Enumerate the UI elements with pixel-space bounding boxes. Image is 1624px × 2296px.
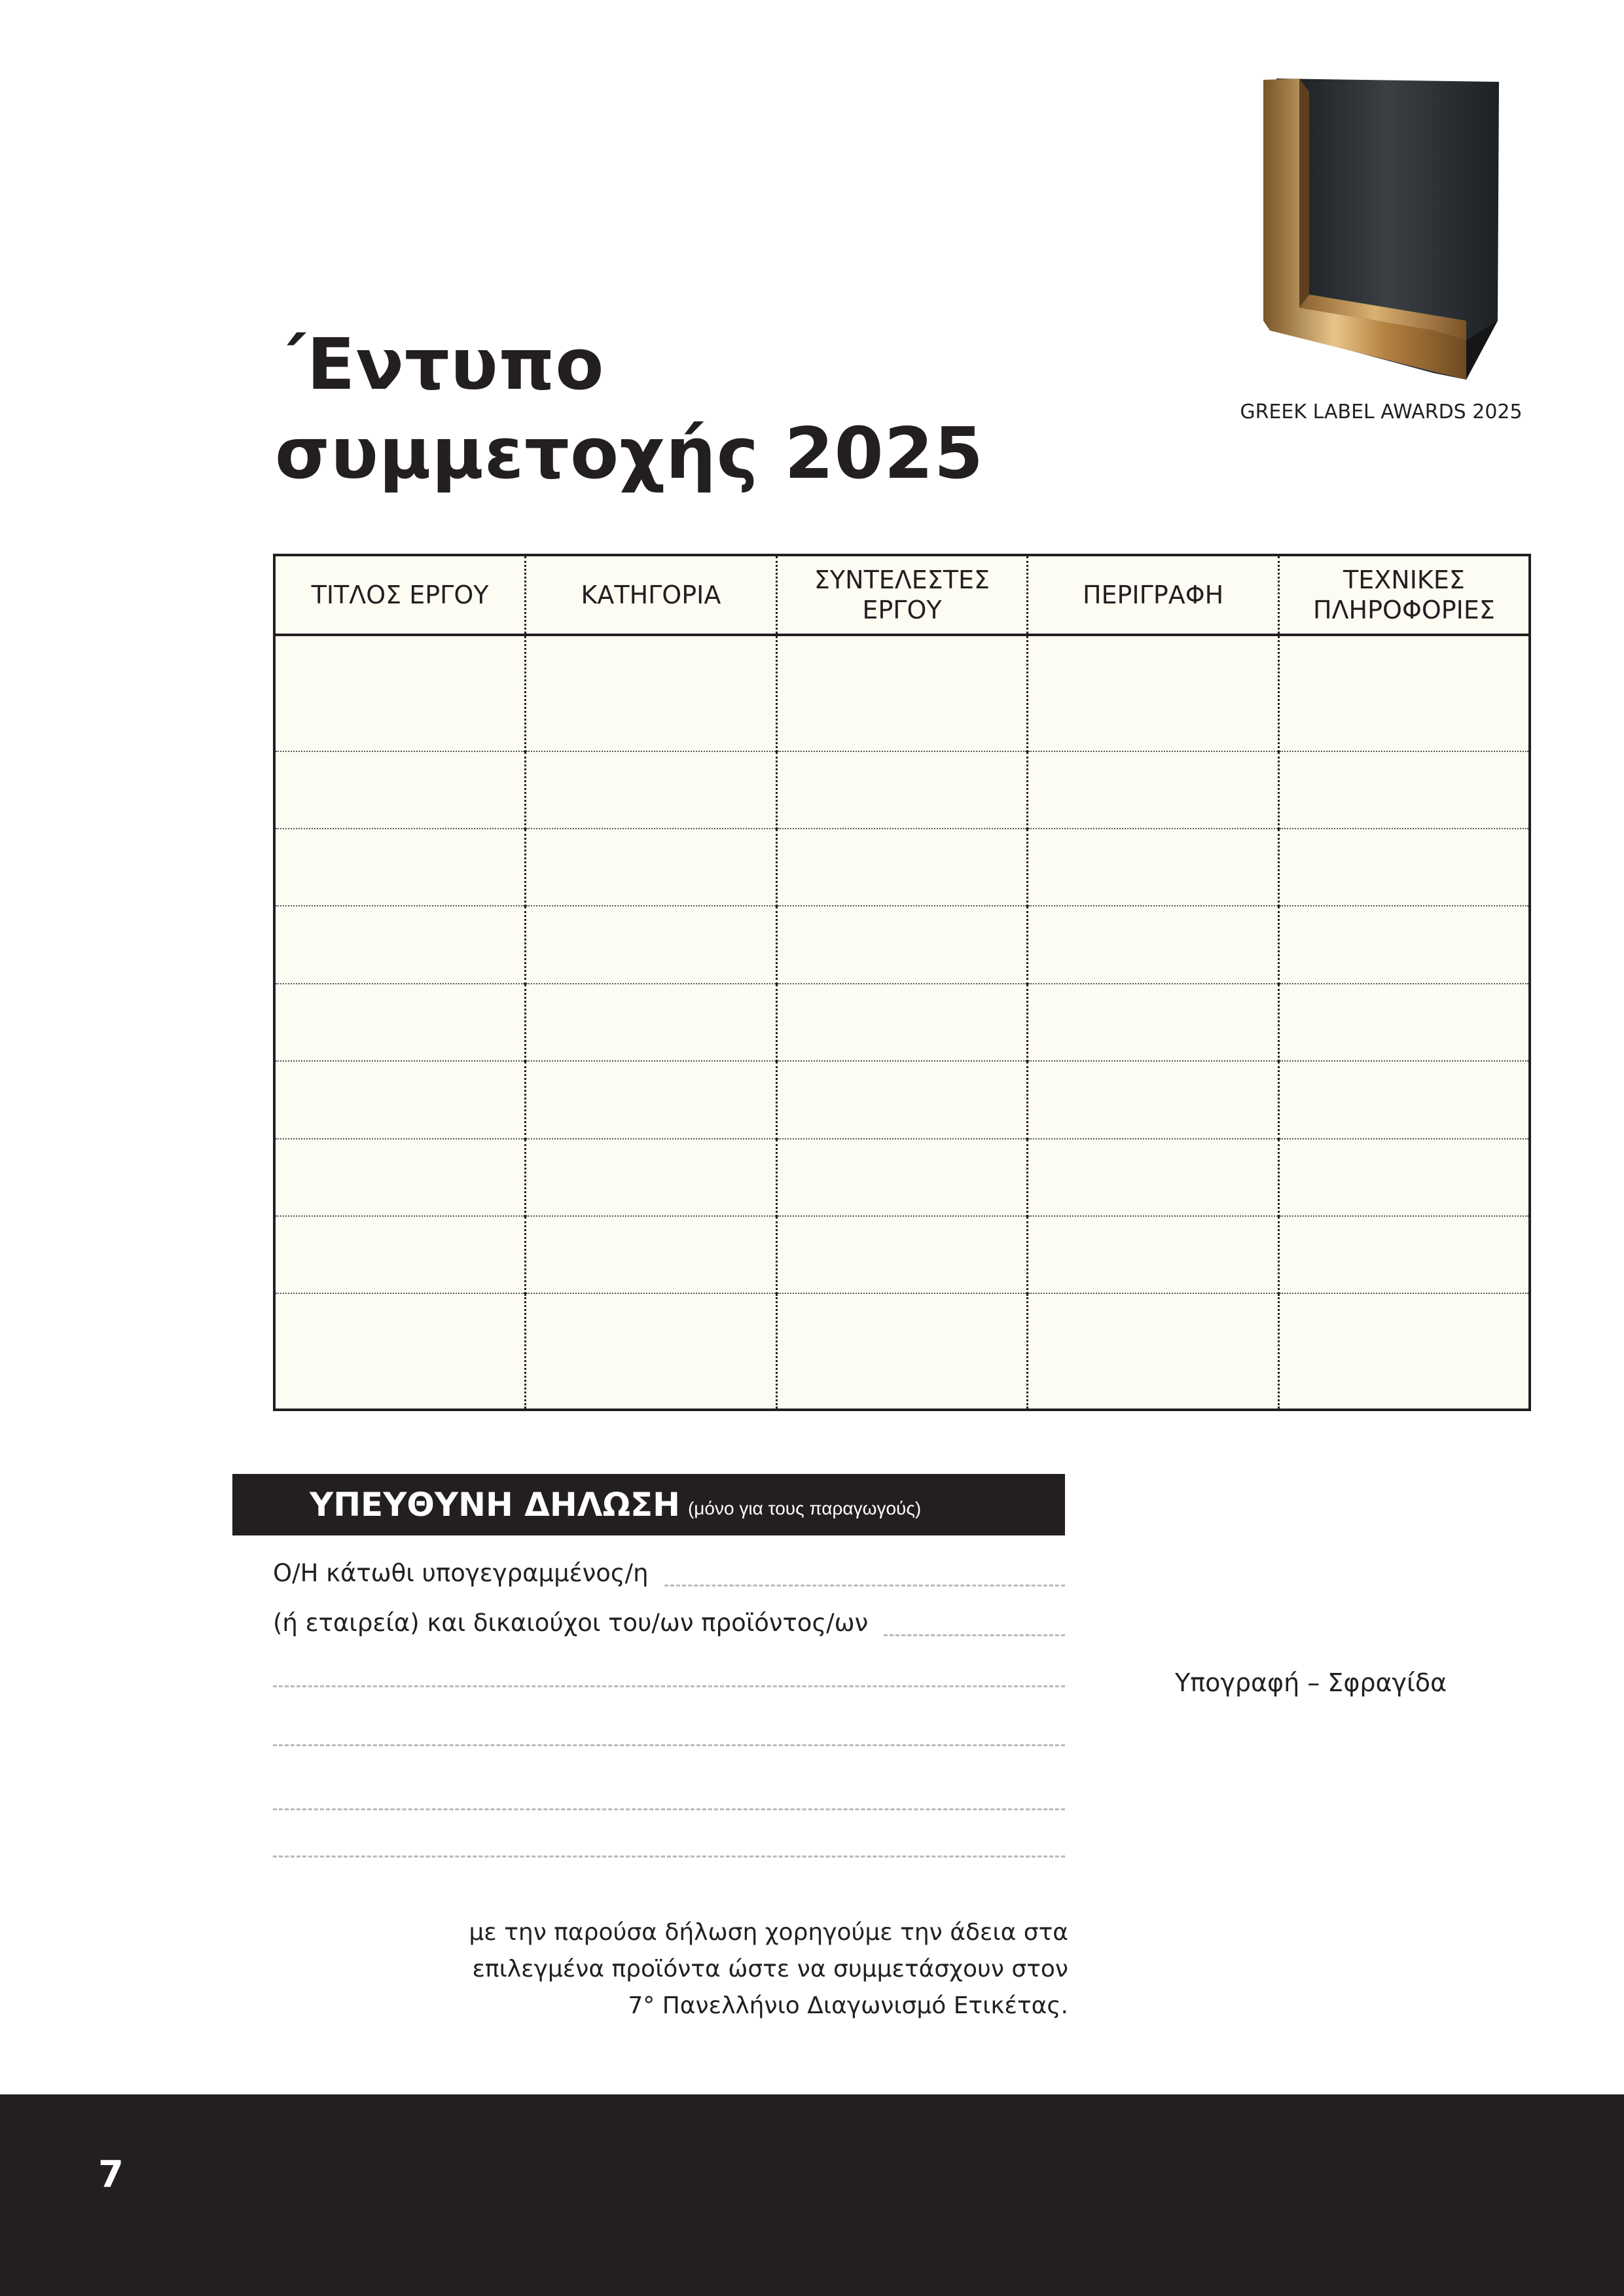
consent-line-2: επιλεγμένα προϊόντα ώστε να συμμετάσχουν στον [472,1956,1068,1982]
declarant-name-field[interactable] [664,1585,1065,1587]
table-cell[interactable] [776,906,1028,983]
blank-line-4 [273,1826,1065,1863]
table-cell[interactable] [1278,1139,1530,1216]
page-title [275,321,984,499]
table-cell[interactable] [1028,751,1279,829]
table-cell[interactable] [776,1293,1028,1410]
table-cell[interactable] [526,1061,777,1138]
table-cell[interactable] [526,751,777,829]
table-cell[interactable] [1278,751,1530,829]
table-cell[interactable] [526,906,777,983]
table-cell[interactable] [526,1139,777,1216]
award-trophy-icon [1250,72,1512,386]
declarant-name-line [273,1555,1065,1592]
table-cell[interactable] [1028,1293,1279,1410]
declaration-subtitle: (μόνο για τους παραγωγούς) [687,1498,922,1518]
blank-line-1 [273,1656,1065,1693]
table-cell[interactable] [776,1216,1028,1293]
owner-line [273,1605,1065,1641]
table-cell[interactable] [1028,906,1279,983]
table-row [274,906,1530,983]
blank-field-3[interactable] [273,1808,1065,1810]
blank-field-1[interactable] [273,1685,1065,1687]
table-cell[interactable] [776,1139,1028,1216]
table-cell[interactable] [526,984,777,1061]
table-cell[interactable] [776,984,1028,1061]
table-cell[interactable] [1028,1216,1279,1293]
table-cell[interactable] [274,1216,526,1293]
declaration-title: ΥΠΕΥΘΥΝΗ ΔΗΛΩΣΗ [310,1486,680,1524]
table-cell[interactable] [526,829,777,906]
header-contributors: ΣΥΝΤΕΛΕΣΤΕΣ ΕΡΓΟΥ [776,555,1028,635]
table-cell[interactable] [274,906,526,983]
table-cell[interactable] [274,1293,526,1410]
table-row [274,1216,1530,1293]
owner-field[interactable] [884,1634,1065,1636]
table-cell[interactable] [1278,829,1530,906]
page-title-line-1: ΄Εντυπο [275,324,605,406]
declarant-label: Ο/Η κάτωθι υπογεγραμμένος/η [273,1559,649,1587]
footer-bar [0,2094,1624,2296]
table-cell[interactable] [274,984,526,1061]
table-cell[interactable] [1028,635,1279,751]
header-title: ΤΙΤΛΟΣ ΕΡΓΟΥ [274,555,526,635]
table-row [274,829,1530,906]
blank-line-2 [273,1715,1065,1751]
table-cell[interactable] [274,751,526,829]
table-cell[interactable] [776,1061,1028,1138]
table-cell[interactable] [1278,1216,1530,1293]
blank-field-4[interactable] [273,1856,1065,1857]
table-cell[interactable] [1278,635,1530,751]
table-row [274,984,1530,1061]
table-cell[interactable] [1028,1061,1279,1138]
table-cell[interactable] [274,1061,526,1138]
table-cell[interactable] [526,635,777,751]
table-header-row [274,555,1530,635]
entries-body [274,635,1530,1410]
table-cell[interactable] [526,1293,777,1410]
table-row [274,1293,1530,1410]
table-cell[interactable] [1028,1139,1279,1216]
table-cell[interactable] [1028,829,1279,906]
blank-field-2[interactable] [273,1744,1065,1746]
entries-table-container [273,554,1531,1411]
consent-text [410,1914,1068,2024]
entries-table [273,554,1531,1411]
award-caption: GREEK LABEL AWARDS 2025 [1240,401,1523,423]
table-cell[interactable] [274,635,526,751]
table-cell[interactable] [274,829,526,906]
consent-line-1: με την παρούσα δήλωση χορηγούμε την άδεια στα [469,1919,1068,1946]
table-cell[interactable] [1278,906,1530,983]
table-cell[interactable] [1278,1061,1530,1138]
signature-stamp-label: Υπογραφή – Σφραγίδα [1175,1668,1447,1697]
consent-line-3: 7° Πανελλήνιο Διαγωνισμό Ετικέτας. [628,1992,1068,2019]
declaration-header [232,1474,1065,1535]
table-cell[interactable] [1278,1293,1530,1410]
table-row [274,1139,1530,1216]
table-row [274,635,1530,751]
table-cell[interactable] [776,829,1028,906]
header-technical-info: ΤΕΧΝΙΚΕΣ ΠΛΗΡΟΦΟΡΙΕΣ [1278,555,1530,635]
page-number: 7 [98,2153,124,2196]
table-cell[interactable] [526,1216,777,1293]
header-description: ΠΕΡΙΓΡΑΦΗ [1028,555,1279,635]
table-cell[interactable] [776,635,1028,751]
blank-line-3 [273,1779,1065,1816]
table-cell[interactable] [776,751,1028,829]
table-row [274,1061,1530,1138]
owner-label: (ή εταιρεία) και δικαιούχοι του/ων προϊόντος/ων [273,1609,869,1637]
table-cell[interactable] [1028,984,1279,1061]
header-category: ΚΑΤΗΓΟΡΙΑ [526,555,777,635]
table-cell[interactable] [1278,984,1530,1061]
page-title-line-2: συμμετοχής 2025 [275,413,984,495]
table-row [274,751,1530,829]
table-cell[interactable] [274,1139,526,1216]
